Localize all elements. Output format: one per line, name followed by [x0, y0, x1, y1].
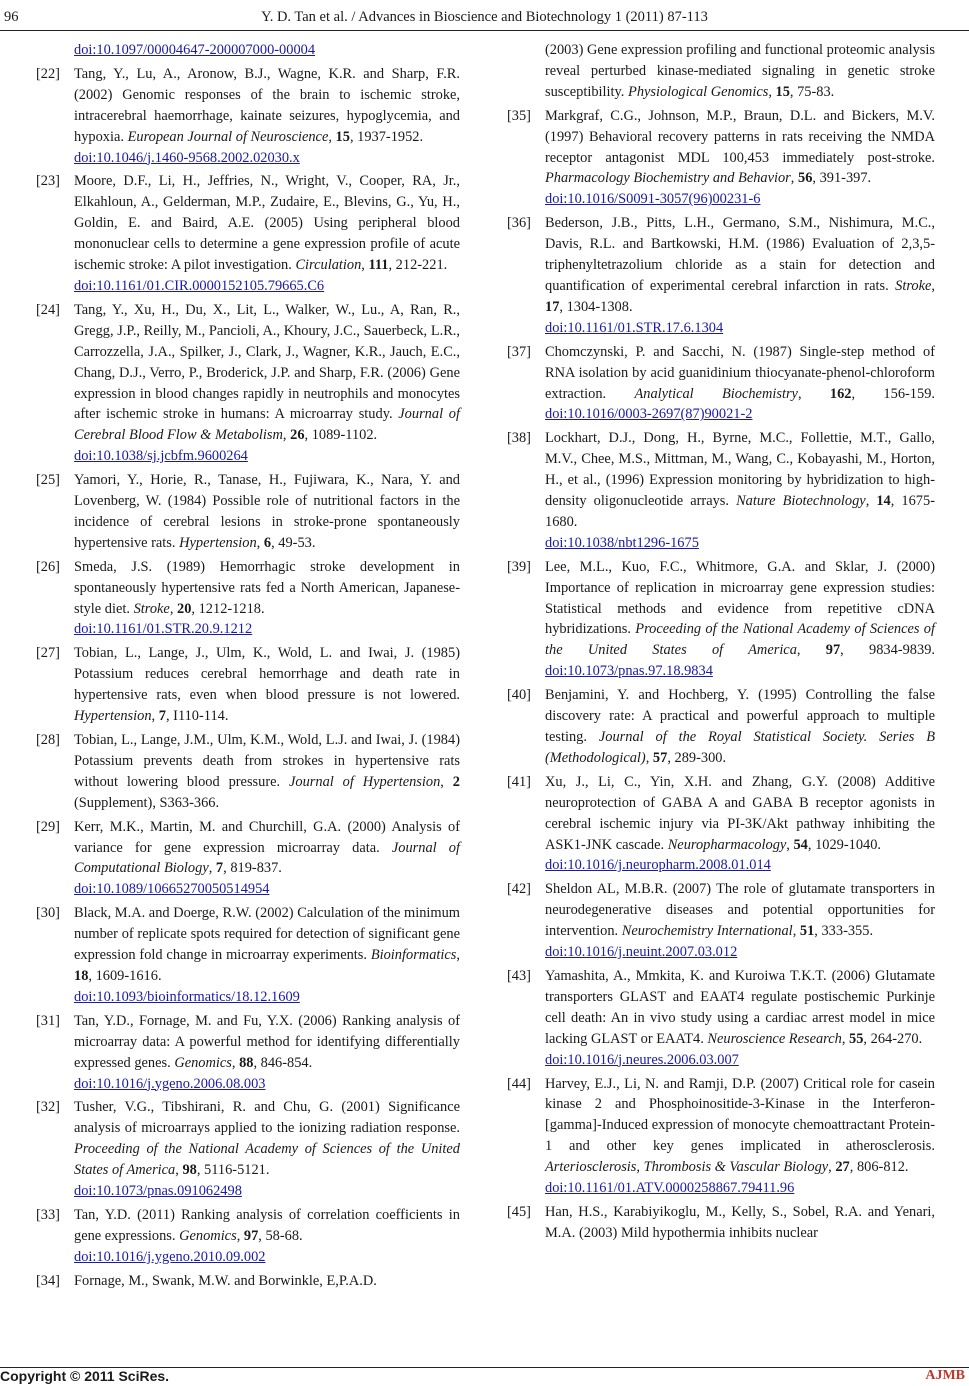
volume: 17 [545, 298, 560, 315]
pages: , 49-53. [271, 534, 316, 551]
reference-item [507, 1202, 935, 1244]
reference-item [36, 730, 460, 814]
reference-text: Han, H.S., Karabiyikoglu, M., Kelly, S., Sobel, R.A. and Yenari, M.A. (2003) Mild hypothermia inhibits nuclear [545, 1203, 935, 1241]
reference-number: [22] [36, 65, 60, 82]
reference-text: Tang, Y., Lu, A., Aronow, B.J., Wagne, K.R. and Sharp, F.R. (2002) Genomic responses of the brain to ischemic stroke, intracerebral haemorrhage, kainate seizures, hypoglycemia, and hypoxia. [74, 65, 460, 145]
reference-number: [44] [507, 1075, 531, 1092]
reference-text: Tan, Y.D., Fornage, M. and Fu, Y.X. (2006) Ranking analysis of microarray data: A powerful method for identifying differentially expressed genes. [74, 1012, 460, 1071]
journal-name: Pharmacology Biochemistry and Behavior [545, 170, 791, 187]
journal-name: Arteriosclerosis, Thrombosis & Vascular Biology [545, 1159, 829, 1176]
journal-name: Analytical Biochemistry [634, 385, 798, 402]
pages: , 1029-1040. [807, 836, 882, 853]
journal-name: Hypertension [179, 534, 257, 551]
pages: , 819-837. [223, 860, 282, 877]
journal-name: Genomics [179, 1227, 237, 1244]
doi-link[interactable]: doi:10.1073/pnas.97.18.9834 [545, 663, 713, 680]
pages: (Supplement), S363-366. [74, 794, 220, 811]
journal-name: Proceeding of the National Academy of Sciences of the United States of America [74, 1141, 460, 1179]
volume: 54 [793, 836, 808, 853]
reference-text: Moore, D.F., Li, H., Jeffries, N., Wright, V., Cooper, RA, Jr., Elkahloun, A., Gelderman, M.P., Zudaire, E., Blevins, G., Yu, H., Goldin, E. and Baird, A.E. (2005) Using peripheral blood mononuclear cells to determine a gene expression profile of acute ischemic stroke: A pilot investigation. [74, 173, 460, 274]
reference-number: [26] [36, 558, 60, 575]
doi-link[interactable]: doi:10.1016/j.neures.2006.03.007 [545, 1051, 739, 1068]
reference-text: Tobian, L., Lange, J.M., Ulm, K.M., Wold, L.J. and Iwai, J. (1984) Potassium prevents death from strokes in hypertensive rats without lowering blood pressure. [74, 732, 460, 790]
pages: , 58-68. [258, 1227, 303, 1244]
reference-text: Xu, J., Li, C., Yin, X.H. and Zhang, G.Y. (2008) Additive neuroprotection of GABA A and GABA B receptor agonists in cerebral ischemic injury via PI-3K/Akt pathway inhibiting the ASK1-JNK cascade. [545, 773, 935, 853]
separator: , [786, 836, 794, 853]
pages: , 289-300. [667, 749, 727, 766]
reference-number: [36] [507, 215, 531, 232]
doi-link[interactable]: doi:10.1038/sj.jcbfm.9600264 [74, 448, 248, 465]
reference-item [507, 1074, 935, 1199]
doi-link[interactable]: doi:10.1161/01.ATV.0000258867.79411.96 [545, 1180, 795, 1197]
reference-text: Sheldon AL, M.B.R. (2007) The role of glutamate transporters in neurodegenerative diseases and potential opportunities for intervention. [545, 881, 935, 940]
volume: 7 [215, 860, 224, 877]
separator: , [208, 860, 216, 877]
reference-item [507, 685, 935, 769]
reference-body [74, 557, 460, 641]
reference-item [36, 64, 460, 169]
doi-link[interactable]: doi:10.1016/j.ygeno.2010.09.002 [74, 1248, 266, 1265]
journal-name: Neuroscience Research [707, 1030, 842, 1047]
separator: , [151, 708, 159, 725]
reference-list-right [507, 106, 935, 1244]
reference-body [545, 879, 935, 963]
reference-text: Tobian, L., Lange, J., Ulm, K., Wold, L. and Iwai, J. (1985) Potassium reduces cerebral hemorrhage and death rate in hypertensive rats, even when blood pressure is not lowered. [74, 645, 460, 704]
reference-text: Lockhart, D.J., Dong, H., Byrne, M.C., Follettie, M.T., Gallo, M.V., Chee, M.S., Mittman, M., Wang, C., Kobayashi, M., Horton, H., et al., (1996) Expression monitoring by hybridization to high-density oligonucleotide arrays. [545, 430, 935, 510]
separator: , [865, 493, 877, 510]
doi-link[interactable]: doi:10.1016/j.neuropharm.2008.01.014 [545, 857, 771, 874]
doi-link[interactable]: doi:10.1161/01.STR.17.6.1304 [545, 319, 724, 336]
reference-number: [25] [36, 472, 60, 489]
doi-link[interactable]: doi:10.1016/j.neuint.2007.03.012 [545, 944, 738, 961]
separator: , [175, 1162, 183, 1179]
reference-body [545, 342, 935, 426]
reference-item [507, 966, 935, 1071]
separator: , [361, 257, 369, 274]
reference-item [36, 1271, 460, 1292]
volume: 57 [652, 749, 668, 766]
page-number: 96 [4, 9, 19, 25]
doi-link[interactable]: doi:10.1161/01.STR.20.9.1212 [74, 621, 253, 638]
reference-number: [41] [507, 773, 531, 790]
pages: , 212-221. [388, 257, 448, 274]
reference-number: [27] [36, 645, 60, 662]
separator: , [169, 600, 178, 617]
pages: , 1212-1218. [191, 600, 265, 617]
volume: 18 [74, 967, 89, 984]
reference-body [74, 1205, 460, 1268]
separator: , [456, 947, 460, 964]
reference-number: [33] [36, 1206, 60, 1223]
reference-number: [37] [507, 343, 531, 360]
reference-text: Kerr, M.K., Martin, M. and Churchill, G.A. (2000) Analysis of variance for gene expression microarray data. [74, 818, 460, 856]
volume: 27 [835, 1159, 850, 1176]
journal-name: Stroke [133, 600, 170, 617]
reference-number: [32] [36, 1099, 60, 1116]
reference-item [507, 428, 935, 553]
reference-body [74, 1011, 460, 1095]
reference-body [74, 730, 460, 814]
running-title: Y. D. Tan et al. / Advances in Bioscience and Biotechnology 1 (2011) 87-113 [261, 9, 708, 25]
reference-item [507, 557, 935, 682]
reference-item [507, 106, 935, 211]
journal-name: Journal of Cerebral Blood Flow & Metabolism [74, 406, 460, 444]
reference-number: [38] [507, 430, 531, 447]
page-footer [0, 1366, 969, 1386]
reference-text: Yamashita, A., Mmkita, K. and Kuroiwa T.K.T. (2006) Glutamate transporters GLAST and EAAT4 regulate postischemic Purkinje cell death: An in vivo study using a cardiac arrest model in mice lacking GLAST or EAAT4. [545, 967, 935, 1047]
doi-link[interactable]: doi:10.1073/pnas.091062498 [74, 1183, 242, 1200]
volume: 97 [243, 1227, 259, 1244]
pages: , 806-812. [849, 1159, 909, 1176]
reference-body [74, 300, 460, 467]
reference-text: Smeda, J.S. (1989) Hemorrhagic stroke development in spontaneously hypertensive rats fed a North American, Japanese-style diet. [74, 558, 460, 617]
separator: , [328, 128, 336, 145]
continuation-reference: (2003) Gene expression profiling and functional proteomic analysis reveal perturbed kinase-mediated signaling in genetic stroke susceptibility. Physiological Genomics, 15, 75-83. [545, 42, 935, 100]
separator: , [282, 427, 291, 444]
separator: , [796, 642, 826, 659]
running-head [0, 6, 969, 28]
reference-body [74, 903, 460, 1008]
reference-number: [34] [36, 1272, 60, 1289]
reference-number: [42] [507, 881, 531, 898]
doi-link[interactable]: doi:10.1046/j.1460-9568.2002.02030.x [74, 149, 300, 166]
reference-item [507, 342, 935, 426]
volume: 6 [263, 534, 272, 551]
reference-body [545, 685, 935, 769]
reference-item [36, 817, 460, 901]
doi-link[interactable]: doi:10.1161/01.CIR.0000152105.79665.C6 [74, 277, 325, 294]
reference-item [507, 772, 935, 877]
reference-number: [40] [507, 687, 531, 704]
doi-link[interactable]: doi:10.1093/bioinformatics/18.12.1609 [74, 988, 300, 1005]
reference-text: Yamori, Y., Horie, R., Tanase, H., Fujiwara, K., Nara, Y. and Lovenberg, W. (1984) Possible role of nutritional factors in the incidence of cerebral lesions in stroke-prone spontaneously hypertensive rats. [74, 472, 460, 551]
reference-body [545, 1074, 935, 1199]
pages: , 1089-1102. [304, 427, 378, 444]
reference-body [545, 106, 935, 211]
reference-item [36, 903, 460, 1008]
pages: , I110-114. [165, 708, 229, 725]
reference-number: [29] [36, 818, 60, 835]
reference-number: [28] [36, 732, 60, 748]
journal-name: Stroke [895, 277, 932, 294]
reference-item [36, 1205, 460, 1268]
copyright-notice: Copyright © 2011 SciRes. [0, 1368, 170, 1384]
reference-text: Tang, Y., Xu, H., Du, X., Lit, L., Walker, W., Lu., A, Ran, R., Gregg, J.P., Reilly, M., Pancioli, A., Khoury, J.C., Sauerbeck, L.R., Carrozzella, J.A., Spilker, J., Clark, J., Wagner, K.R., Jauch, E.C., Chang, D.J., Verro, P., Broderick, J.P. and Sharp, F.R. (2006) Gene expression in blood changes rapidly in neutrophils and monocytes after ischemic stroke in humans: A microarray study. [74, 301, 460, 423]
separator: , [236, 1227, 244, 1244]
volume: 7 [158, 708, 166, 725]
reference-text: Lee, M.L., Kuo, F.C., Whitmore, G.A. and Sklar, J. (2000) Importance of replication in microarray gene expression studies: Statistical methods and evidence from repetitive cDNA hybridizations. [545, 558, 935, 638]
journal-name: Bioinformatics [370, 947, 457, 964]
doi-link[interactable]: doi:10.1016/0003-2697(87)90021-2 [545, 406, 753, 423]
pages: , 391-397. [812, 170, 872, 187]
pages: , 75-83. [789, 83, 835, 100]
volume: 56 [798, 170, 813, 187]
reference-number: [31] [36, 1012, 60, 1029]
volume: 2 [452, 773, 460, 790]
pages: , 264-270. [863, 1030, 923, 1047]
reference-body [545, 1202, 935, 1244]
reference-number: [23] [36, 173, 60, 190]
reference-item [36, 1097, 460, 1202]
volume: 98 [182, 1162, 197, 1179]
reference-text: Fornage, M., Swank, M.W. and Borwinkle, E,P.A.D. [74, 1272, 377, 1289]
journal-name: Journal of the Royal Statistical Society. Series B (Methodological) [545, 729, 935, 766]
reference-item [507, 879, 935, 963]
journal-name: Proceeding of the National Academy of Sciences of the United States of America [545, 621, 935, 659]
pages: , 5116-5121. [196, 1162, 270, 1179]
reference-text: Harvey, E.J., Li, N. and Ramji, D.P. (2007) Critical role for casein kinase 2 and Phosphoinositide-3-Kinase in the Interferon-[gamma]-Induced expression of monocyte chemoattractant Protein-1 and other key genes implicated in atherosclerosis. [545, 1075, 935, 1155]
reference-item [36, 1011, 460, 1095]
reference-body [545, 428, 935, 553]
reference-body [74, 817, 460, 901]
separator: , [790, 170, 798, 187]
separator: , [797, 385, 830, 402]
separator: , [231, 1054, 240, 1071]
separator: , [645, 749, 653, 766]
doi-link[interactable]: doi:10.1097/00004647-200007000-00004 [74, 42, 316, 58]
reference-body [74, 1271, 460, 1292]
reference-item [36, 470, 460, 554]
reference-text: Tan, Y.D. (2011) Ranking analysis of correlation coefficients in gene expressions. [74, 1206, 460, 1244]
right-column [507, 40, 935, 1247]
reference-text: Black, M.A. and Doerge, R.W. (2002) Calculation of the minimum number of replicate spots required for detection of significant gene expression fold change in microarray experiments. [74, 905, 460, 964]
reference-body [74, 1097, 460, 1202]
reference-body [545, 213, 935, 338]
pages: , 9834-9839. [840, 642, 935, 659]
journal-name: Nature Biotechnology [736, 493, 866, 510]
pages: , 1675-1680. [545, 493, 935, 530]
pages: , 1937-1952. [349, 128, 424, 145]
volume: 88 [239, 1054, 254, 1071]
reference-body [545, 966, 935, 1071]
doi-link[interactable]: doi:10.1016/S0091-3057(96)00231-6 [545, 191, 761, 208]
journal-name: Circulation [295, 257, 362, 274]
volume: 15 [335, 128, 350, 145]
journal-name: Journal of Computational Biology [74, 839, 460, 877]
reference-number: [35] [507, 107, 531, 124]
reference-body [74, 64, 460, 169]
volume: 51 [799, 923, 815, 940]
reference-body [74, 643, 460, 727]
reference-number: [39] [507, 558, 531, 575]
reference-text: Benjamini, Y. and Hochberg, Y. (1995) Controlling the false discovery rate: A practical and powerful approach to multiple testing. [545, 687, 935, 745]
volume: 97 [825, 642, 841, 659]
volume: 14 [876, 493, 891, 510]
pages: , 1609-1616. [88, 967, 162, 984]
pages: , 846-854. [253, 1054, 313, 1071]
pages: , 156-159. [851, 385, 935, 402]
journal-name: European Journal of Neuroscience [127, 128, 329, 145]
journal-name: Neuropharmacology [667, 836, 787, 853]
reference-item [36, 557, 460, 641]
reference-item [36, 171, 460, 296]
reference-text: Chomczynski, P. and Sacchi, N. (1987) Single-step method of RNA isolation by acid guanidinium thiocyanate-phenol-chloroform extraction. [545, 343, 935, 402]
journal-name: Physiological Genomics [628, 83, 769, 100]
volume: 20 [177, 600, 192, 617]
reference-item [36, 300, 460, 467]
doi-link[interactable]: doi:10.1089/10665270050514954 [74, 881, 270, 898]
reference-body [74, 470, 460, 554]
separator: , [931, 277, 935, 294]
pages: , 333-355. [814, 923, 874, 940]
reference-number: [45] [507, 1203, 531, 1220]
journal-abbreviation: AJMB [925, 1368, 965, 1383]
separator: , [792, 923, 800, 940]
reference-text: (2003) Gene expression profiling and functional proteomic analysis reveal perturbed kinase-mediated signaling in genetic stroke susceptibility. [545, 42, 935, 100]
reference-number: [24] [36, 301, 60, 318]
reference-item [36, 643, 460, 727]
volume: 111 [368, 257, 389, 274]
reference-body [74, 171, 460, 296]
reference-body [545, 772, 935, 877]
reference-text: Bederson, J.B., Pitts, L.H., Germano, S.M., Nishimura, M.C., Davis, R.L. and Bartkowski, H.M. (1986) Evaluation of 2,3,5-triphenyltetrazolium chloride as a stain for detection and quantification of experimental cerebral infarction in rats. [545, 215, 935, 294]
header-rule [0, 30, 969, 31]
journal-name: Hypertension [74, 708, 152, 725]
continuation-reference [74, 40, 460, 61]
journal-name: Journal of Hypertension [289, 773, 441, 790]
separator: , [440, 773, 453, 790]
volume: 162 [829, 385, 852, 402]
pages: , 1304-1308. [559, 298, 633, 315]
reference-text: Markgraf, C.G., Johnson, M.P., Braun, D.L. and Bickers, M.V. (1997) Behavioral recovery patterns in rats receiving the NMDA receptor antagonist MDL 100,453 immediately post-stroke. [545, 107, 935, 166]
reference-number: [43] [507, 967, 531, 984]
reference-item [507, 213, 935, 338]
volume: 26 [290, 427, 305, 444]
separator: , [841, 1030, 850, 1047]
separator: , [256, 534, 264, 551]
reference-list-left [36, 64, 460, 1292]
volume: 15 [775, 83, 790, 100]
doi-link[interactable]: doi:10.1038/nbt1296-1675 [545, 534, 699, 551]
left-column [36, 40, 460, 1295]
doi-link[interactable]: doi:10.1016/j.ygeno.2006.08.003 [74, 1075, 266, 1092]
journal-name: Neurochemistry International [621, 923, 793, 940]
reference-text: Tusher, V.G., Tibshirani, R. and Chu, G. (2001) Significance analysis of microarrays applied to the ionizing radiation response. [74, 1099, 460, 1137]
reference-body [545, 557, 935, 682]
journal-name: Genomics [174, 1054, 232, 1071]
separator: , [828, 1159, 836, 1176]
volume: 55 [849, 1030, 864, 1047]
reference-number: [30] [36, 905, 60, 922]
